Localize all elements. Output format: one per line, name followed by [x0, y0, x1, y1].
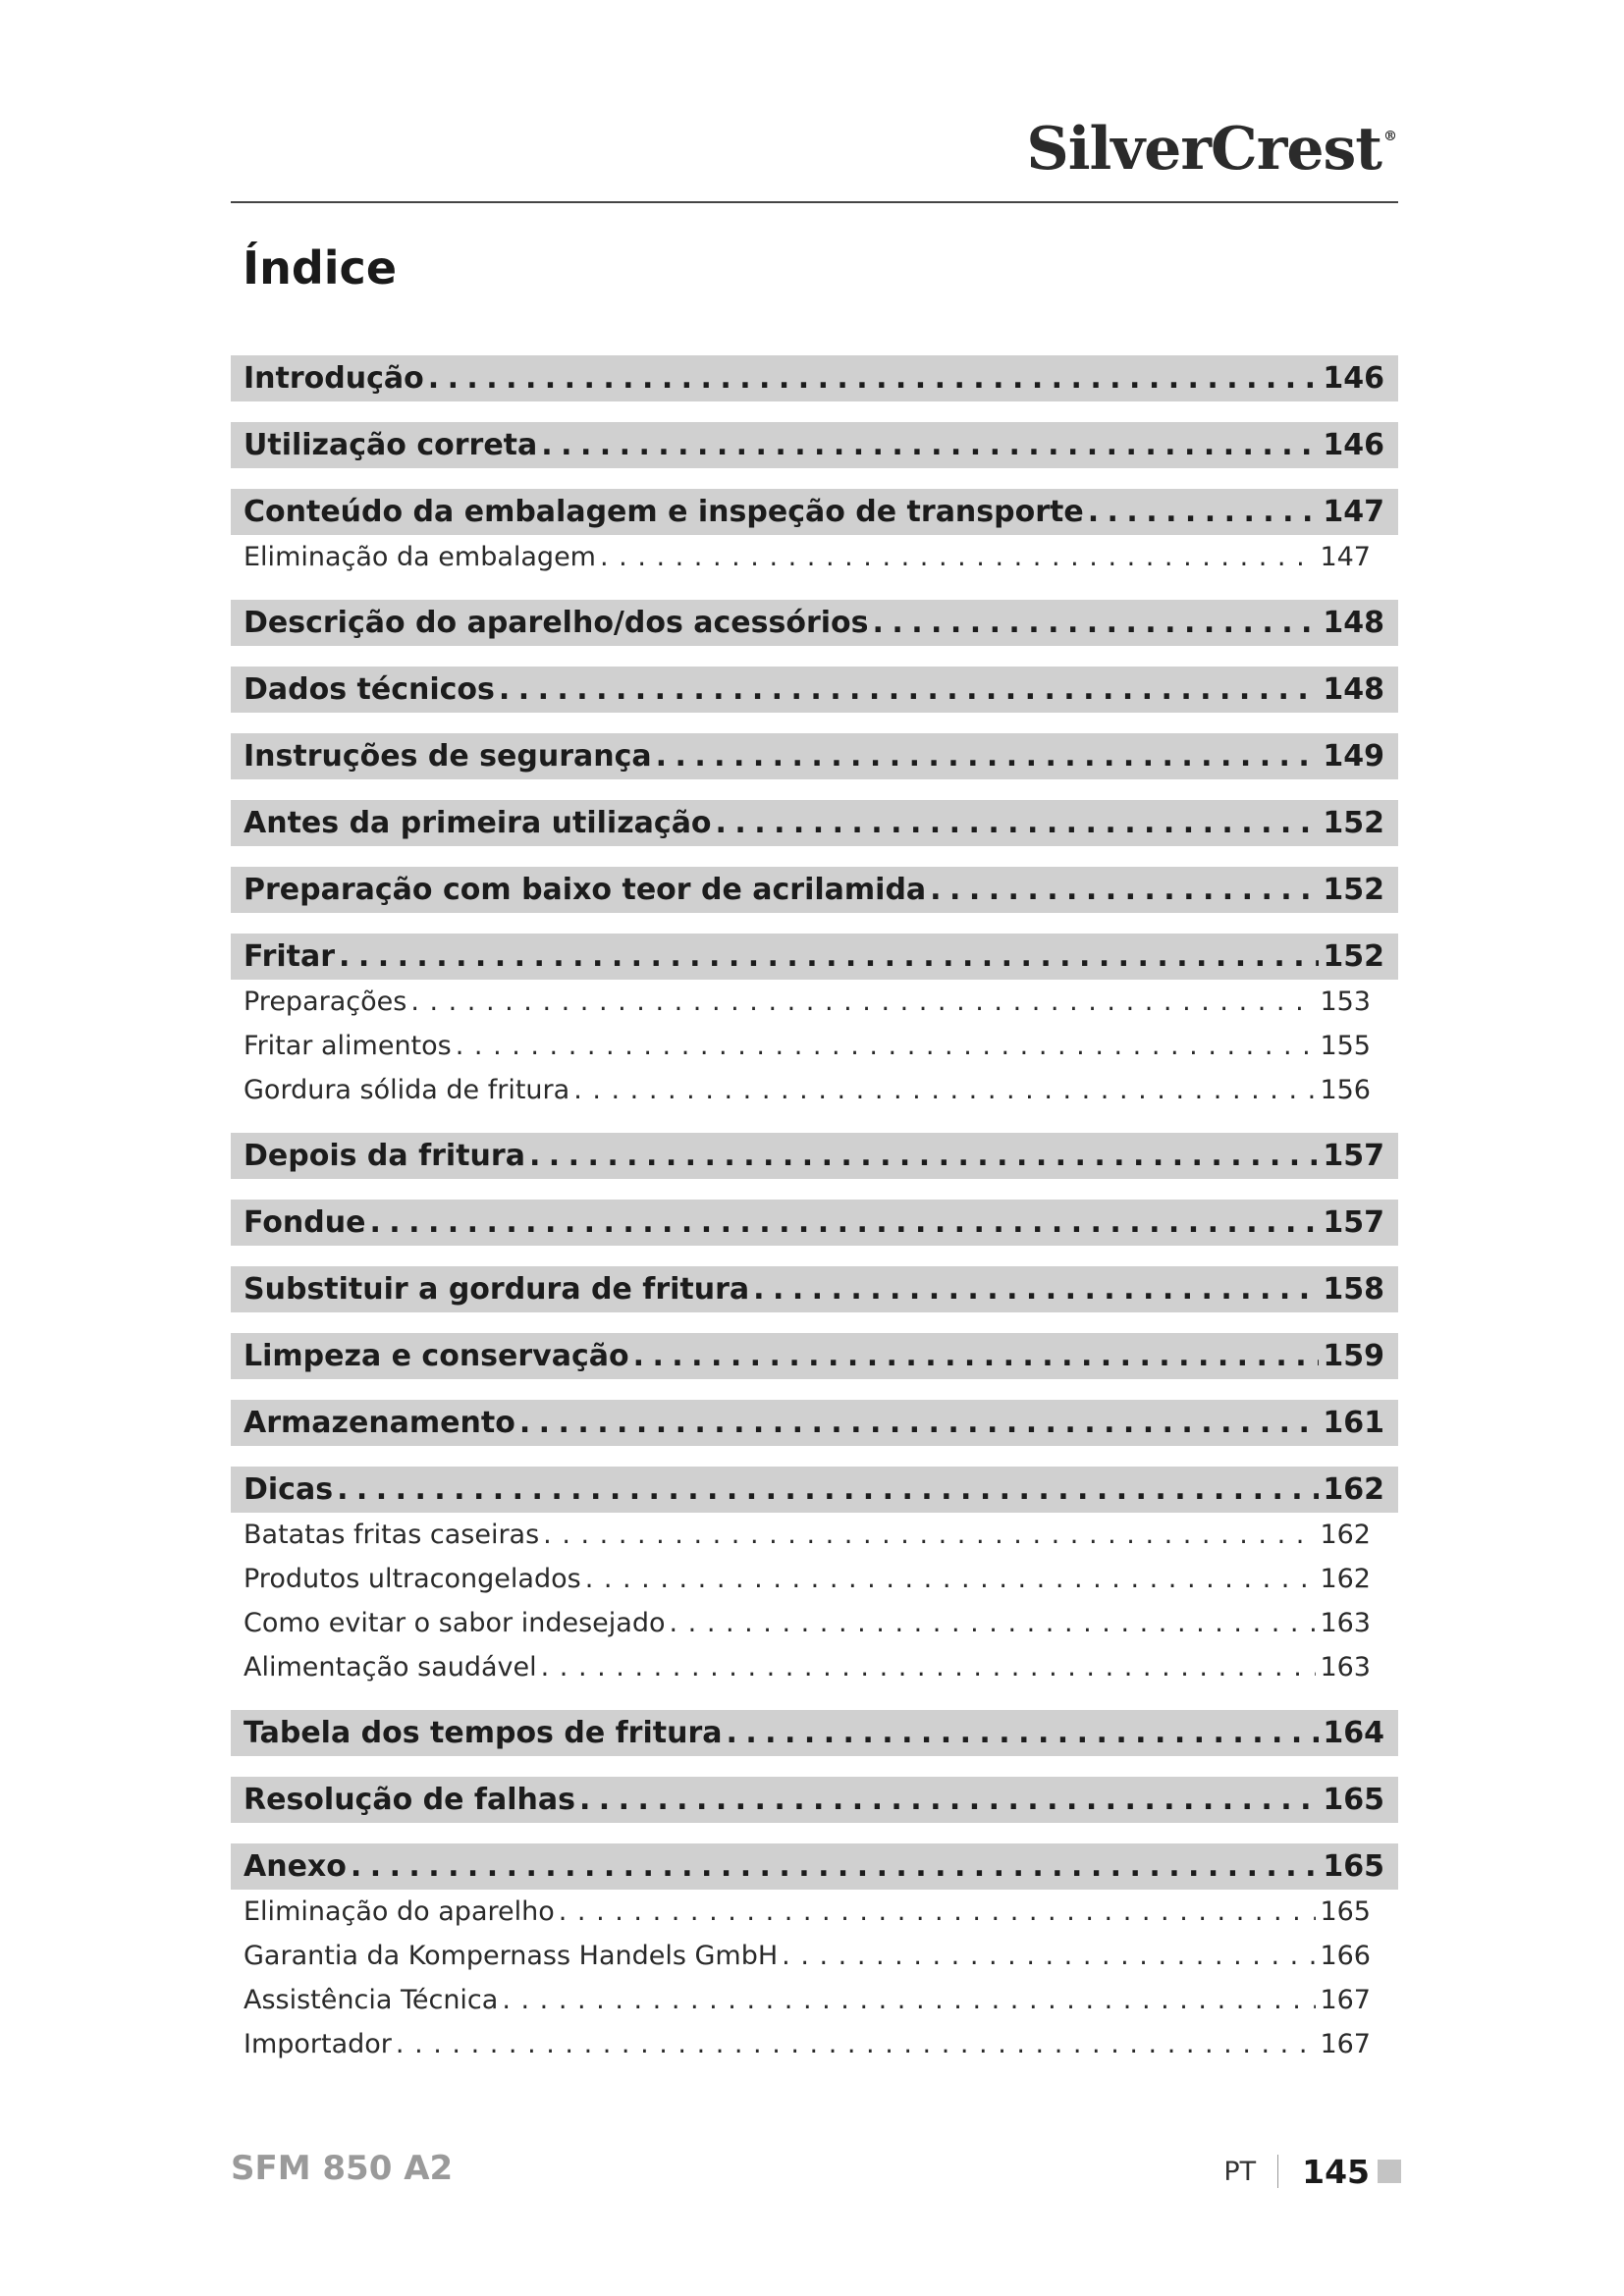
toc-entry-label: Preparação com baixo teor de acrilamida: [244, 873, 927, 907]
toc-entry-page: 146: [1323, 428, 1384, 462]
toc-section-entry[interactable]: [231, 600, 1398, 646]
dot-leader: [456, 1024, 1317, 1068]
toc-section-entry[interactable]: [231, 489, 1398, 535]
toc-subsection-entry[interactable]: [231, 1557, 1398, 1601]
registered-mark: ®: [1383, 129, 1396, 144]
dot-leader: [541, 1645, 1317, 1689]
language-code: PT: [1223, 2156, 1257, 2187]
header-rule: [231, 201, 1398, 203]
toc-entry-label: Produtos ultracongelados: [244, 1564, 581, 1594]
toc-entry-label: Fritar: [244, 939, 336, 974]
toc-entry-page: 159: [1323, 1339, 1384, 1373]
toc-entry-page: 162: [1320, 1520, 1371, 1550]
toc-entry-label: Fritar alimentos: [244, 1031, 452, 1061]
toc-entry-label: Conteúdo da embalagem e inspeção de transporte: [244, 495, 1084, 529]
toc-section-entry[interactable]: [231, 1266, 1398, 1312]
toc-subsection-entry[interactable]: [231, 2022, 1398, 2066]
toc-entry-page: 166: [1320, 1941, 1371, 1971]
dot-leader: [410, 980, 1316, 1024]
brand-name: SilverCrest: [1026, 115, 1381, 184]
toc-subsection-entry[interactable]: [231, 1068, 1398, 1112]
toc-entry-label: Tabela dos tempos de fritura: [244, 1716, 723, 1750]
toc-entry-page: 161: [1323, 1406, 1384, 1440]
toc-entry-label: Importador: [244, 2029, 392, 2059]
dot-leader: [573, 1068, 1316, 1112]
toc-entry-page: 163: [1320, 1608, 1371, 1638]
brand-logo: [1026, 115, 1396, 184]
footer-pagination: [1223, 2152, 1401, 2191]
page-marker-square: [1378, 2160, 1401, 2183]
toc-entry-page: 148: [1323, 606, 1384, 640]
toc-section-entry[interactable]: [231, 355, 1398, 401]
page-title: Índice: [243, 241, 398, 294]
toc-entry-page: 155: [1320, 1031, 1371, 1061]
toc-subsection-entry[interactable]: [231, 1513, 1398, 1557]
toc-entry-label: Eliminação do aparelho: [244, 1896, 555, 1927]
dot-leader: [930, 867, 1319, 913]
toc-entry-label: Descrição do aparelho/dos acessórios: [244, 606, 869, 640]
toc-entry-page: 165: [1320, 1896, 1371, 1927]
toc-entry-label: Dicas: [244, 1472, 334, 1507]
dot-leader: [579, 1777, 1319, 1823]
toc-entry-label: Dados técnicos: [244, 672, 495, 707]
dot-leader: [339, 934, 1319, 980]
toc-section-entry[interactable]: [231, 733, 1398, 779]
toc-entry-label: Preparações: [244, 987, 407, 1017]
toc-subsection-entry[interactable]: [231, 1934, 1398, 1978]
dot-leader: [753, 1266, 1319, 1312]
toc-entry-page: 152: [1323, 806, 1384, 840]
dot-leader: [519, 1400, 1320, 1446]
page-number: 145: [1302, 2152, 1370, 2191]
toc-entry-label: Batatas fritas caseiras: [244, 1520, 540, 1550]
dot-leader: [600, 535, 1316, 579]
toc-entry-label: Anexo: [244, 1849, 347, 1884]
dot-leader: [337, 1467, 1319, 1513]
toc-entry-label: Gordura sólida de fritura: [244, 1075, 570, 1105]
toc-section-entry[interactable]: [231, 1333, 1398, 1379]
dot-leader: [669, 1601, 1316, 1645]
toc-section-entry[interactable]: [231, 1777, 1398, 1823]
toc-entry-page: 157: [1323, 1139, 1384, 1173]
dot-leader: [428, 355, 1320, 401]
dot-leader: [543, 1513, 1316, 1557]
toc-subsection-entry[interactable]: [231, 1601, 1398, 1645]
toc-entry-label: Instruções de segurança: [244, 739, 652, 774]
toc-entry-page: 156: [1320, 1075, 1371, 1105]
dot-leader: [782, 1934, 1316, 1978]
dot-leader: [656, 733, 1320, 779]
toc-entry-page: 157: [1323, 1205, 1384, 1240]
toc-subsection-entry[interactable]: [231, 535, 1398, 579]
toc-entry-page: 152: [1323, 873, 1384, 907]
dot-leader: [559, 1890, 1317, 1934]
toc-section-entry[interactable]: [231, 1710, 1398, 1756]
toc-entry-label: Assistência Técnica: [244, 1985, 499, 2015]
toc-entry-label: Utilização correta: [244, 428, 538, 462]
toc-entry-page: 148: [1323, 672, 1384, 707]
toc-section-entry[interactable]: [231, 1133, 1398, 1179]
toc-entry-label: Antes da primeira utilização: [244, 806, 712, 840]
toc-entry-page: 163: [1320, 1652, 1371, 1682]
toc-entry-label: Depois da fritura: [244, 1139, 525, 1173]
toc-section-entry[interactable]: [231, 1200, 1398, 1246]
toc-entry-label: Resolução de falhas: [244, 1783, 575, 1817]
toc-section-entry[interactable]: [231, 667, 1398, 713]
dot-leader: [727, 1710, 1320, 1756]
toc-subsection-entry[interactable]: [231, 1645, 1398, 1689]
dot-leader: [369, 1200, 1319, 1246]
dot-leader: [351, 1843, 1319, 1890]
toc-entry-page: 147: [1323, 495, 1384, 529]
toc-section-entry[interactable]: [231, 1843, 1398, 1890]
dot-leader: [585, 1557, 1317, 1601]
toc-entry-page: 165: [1323, 1849, 1384, 1884]
toc-entry-label: Como evitar o sabor indesejado: [244, 1608, 666, 1638]
table-of-contents: [231, 355, 1398, 2066]
toc-entry-label: Limpeza e conservação: [244, 1339, 629, 1373]
toc-subsection-entry[interactable]: [231, 1890, 1398, 1934]
toc-entry-label: Armazenamento: [244, 1406, 515, 1440]
toc-section-entry[interactable]: [231, 1467, 1398, 1513]
toc-subsection-entry[interactable]: [231, 1978, 1398, 2022]
toc-entry-page: 152: [1323, 939, 1384, 974]
toc-entry-label: Garantia da Kompernass Handels GmbH: [244, 1941, 779, 1971]
toc-subsection-entry[interactable]: [231, 980, 1398, 1024]
dot-leader: [502, 1978, 1316, 2022]
toc-entry-label: Alimentação saudável: [244, 1652, 537, 1682]
toc-entry-page: 158: [1323, 1272, 1384, 1307]
dot-leader: [499, 667, 1319, 713]
toc-section-entry[interactable]: [231, 1400, 1398, 1446]
dot-leader: [873, 600, 1320, 646]
toc-entry-page: 167: [1320, 1985, 1371, 2015]
toc-entry-page: 165: [1323, 1783, 1384, 1817]
dot-leader: [716, 800, 1320, 846]
toc-section-entry[interactable]: [231, 934, 1398, 980]
toc-section-entry[interactable]: [231, 422, 1398, 468]
toc-entry-page: 149: [1323, 739, 1384, 774]
toc-subsection-entry[interactable]: [231, 1024, 1398, 1068]
dot-leader: [396, 2022, 1317, 2066]
toc-entry-page: 146: [1323, 361, 1384, 396]
toc-entry-label: Substituir a gordura de fritura: [244, 1272, 750, 1307]
toc-entry-page: 167: [1320, 2029, 1371, 2059]
toc-entry-page: 153: [1320, 987, 1371, 1017]
toc-section-entry[interactable]: [231, 800, 1398, 846]
toc-entry-label: Introdução: [244, 361, 424, 396]
toc-entry-page: 164: [1323, 1716, 1384, 1750]
dot-leader: [541, 422, 1319, 468]
dot-leader: [1088, 489, 1320, 535]
dot-leader: [633, 1333, 1320, 1379]
toc-section-entry[interactable]: [231, 867, 1398, 913]
toc-entry-page: 147: [1320, 542, 1371, 572]
model-number: SFM 850 A2: [231, 2149, 454, 2188]
toc-entry-page: 162: [1320, 1564, 1371, 1594]
footer-divider: [1277, 2155, 1278, 2188]
toc-entry-page: 162: [1323, 1472, 1384, 1507]
toc-entry-label: Eliminação da embalagem: [244, 542, 596, 572]
dot-leader: [529, 1133, 1319, 1179]
toc-entry-label: Fondue: [244, 1205, 366, 1240]
